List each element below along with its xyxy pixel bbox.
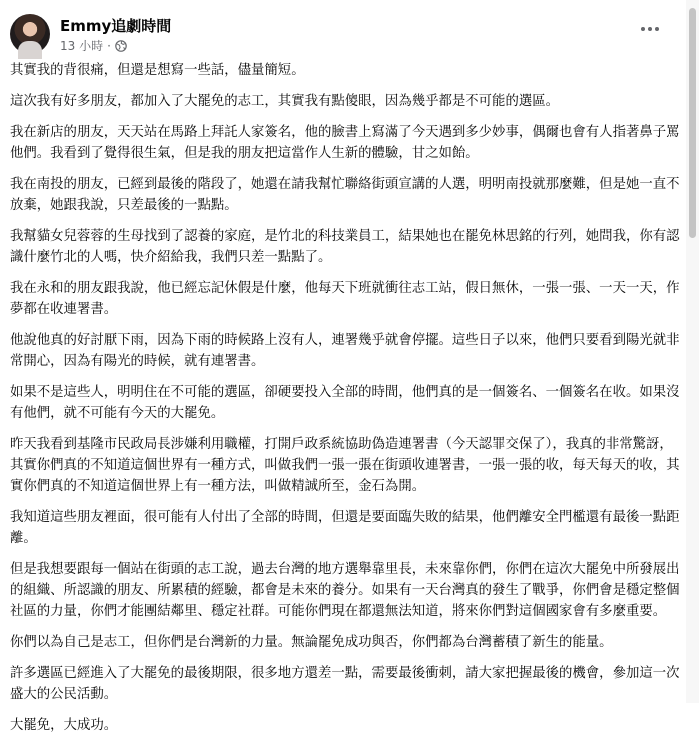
- scrollbar-thumb[interactable]: [689, 8, 696, 238]
- more-dot: [641, 27, 645, 31]
- post-paragraph: 你們以為自己是志工，但你們是台灣新的力量。無論罷免成功與否，你們都為台灣蓄積了新生的能量。: [10, 635, 613, 650]
- post-body: [10, 60, 682, 746]
- post-time[interactable]: 13 小時: [60, 39, 104, 53]
- post-paragraph: 我在南投的朋友，已經到最後的階段了，她還在請我幫忙聯絡街頭宣講的人選，明明南投就那麼難，但是她一直不放棄，她跟我說，只差最後的一點點。: [10, 177, 680, 213]
- more-dot: [648, 27, 652, 31]
- post-paragraph: 這次我有好多朋友，都加入了大罷免的志工，其實我有點傻眼，因為幾乎都是不可能的選區。: [10, 94, 560, 109]
- avatar-shirt: [18, 41, 42, 59]
- post-meta: [60, 37, 127, 54]
- post-paragraph: 如果不是這些人，明明住在不可能的選區，卻硬要投入全部的時間，他們真的是一個簽名、一個簽名在收。如果沒有他們，就不可能有今天的大罷免。: [10, 385, 680, 421]
- post-paragraph: 但是我想要跟每一個站在街頭的志工說，過去台灣的地方選舉靠里長，未來靠你們，你們在這次大罷免中所發展出的組織、所認識的朋友、所累積的經驗，都會是未來的養分。如果有一天台灣真的發生了戰爭，你們會是穩定整個社區的力量，你們才能團結鄰里、穩定社群。可能你們現在都還無法知道，將來你們對這個國家會有多麼重要。: [10, 562, 680, 619]
- more-dot: [655, 27, 659, 31]
- author-name[interactable]: Emmy追劇時間: [60, 17, 172, 35]
- post-paragraph: 其實我的背很痛，但還是想寫一些話，儘量簡短。: [10, 63, 305, 78]
- post-paragraph: 他說他真的好討厭下雨，因為下雨的時候路上沒有人，連署幾乎就會停擺。這些日子以來，他們只要看到陽光就非常開心，因為有陽光的時候，就有連署書。: [10, 333, 680, 369]
- post-paragraph: 昨天我看到基隆市民政局長涉嫌利用職權，打開戶政系統協助偽造連署書（今天認罪交保了），我真的非常驚訝，其實你們真的不知道這個世界有一種方式，叫做我們一張一張在街頭收連署書，一張一張的收，每天每天的收，其實你們真的不知道這個世界上有一種方法，叫做精誠所至，金石為開。: [10, 437, 680, 494]
- post-paragraph: 我在新店的朋友，天天站在馬路上拜託人家簽名，他的臉書上寫滿了今天遇到多少妙事，偶爾也會有人指著鼻子罵他們。我看到了覺得很生氣，但是我的朋友把這當作人生新的體驗，甘之如飴。: [10, 125, 680, 161]
- post-paragraph: 我幫貓女兒蓉蓉的生母找到了認養的家庭，是竹北的科技業員工，結果她也在罷免林思銘的行列，她問我，你有認識什麼竹北的人嗎，快介紹給我，我們只差一點點了。: [10, 229, 680, 265]
- post-paragraph: 許多選區已經進入了大罷免的最後期限，很多地方還差一點，需要最後衝刺，請大家把握最後的機會，參加這一次盛大的公民活動。: [10, 666, 680, 702]
- post-paragraph: 我知道這些朋友裡面，很可能有人付出了全部的時間，但還是要面臨失敗的結果，他們離安全門檻還有最後一點距離。: [10, 510, 680, 546]
- scrollbar[interactable]: [686, 0, 699, 703]
- post-paragraph: 大罷免，大成功。: [10, 718, 118, 733]
- post-paragraph: 我在永和的朋友跟我說，他已經忘記休假是什麼，他每天下班就衝往志工站，假日無休，一張一張、一天一天，作夢都在收連署書。: [10, 281, 680, 317]
- author-avatar[interactable]: [10, 14, 50, 54]
- meta-separator: ·: [107, 38, 111, 53]
- post-header: [10, 12, 670, 58]
- more-options-icon[interactable]: [636, 18, 664, 40]
- globe-icon[interactable]: [115, 40, 127, 52]
